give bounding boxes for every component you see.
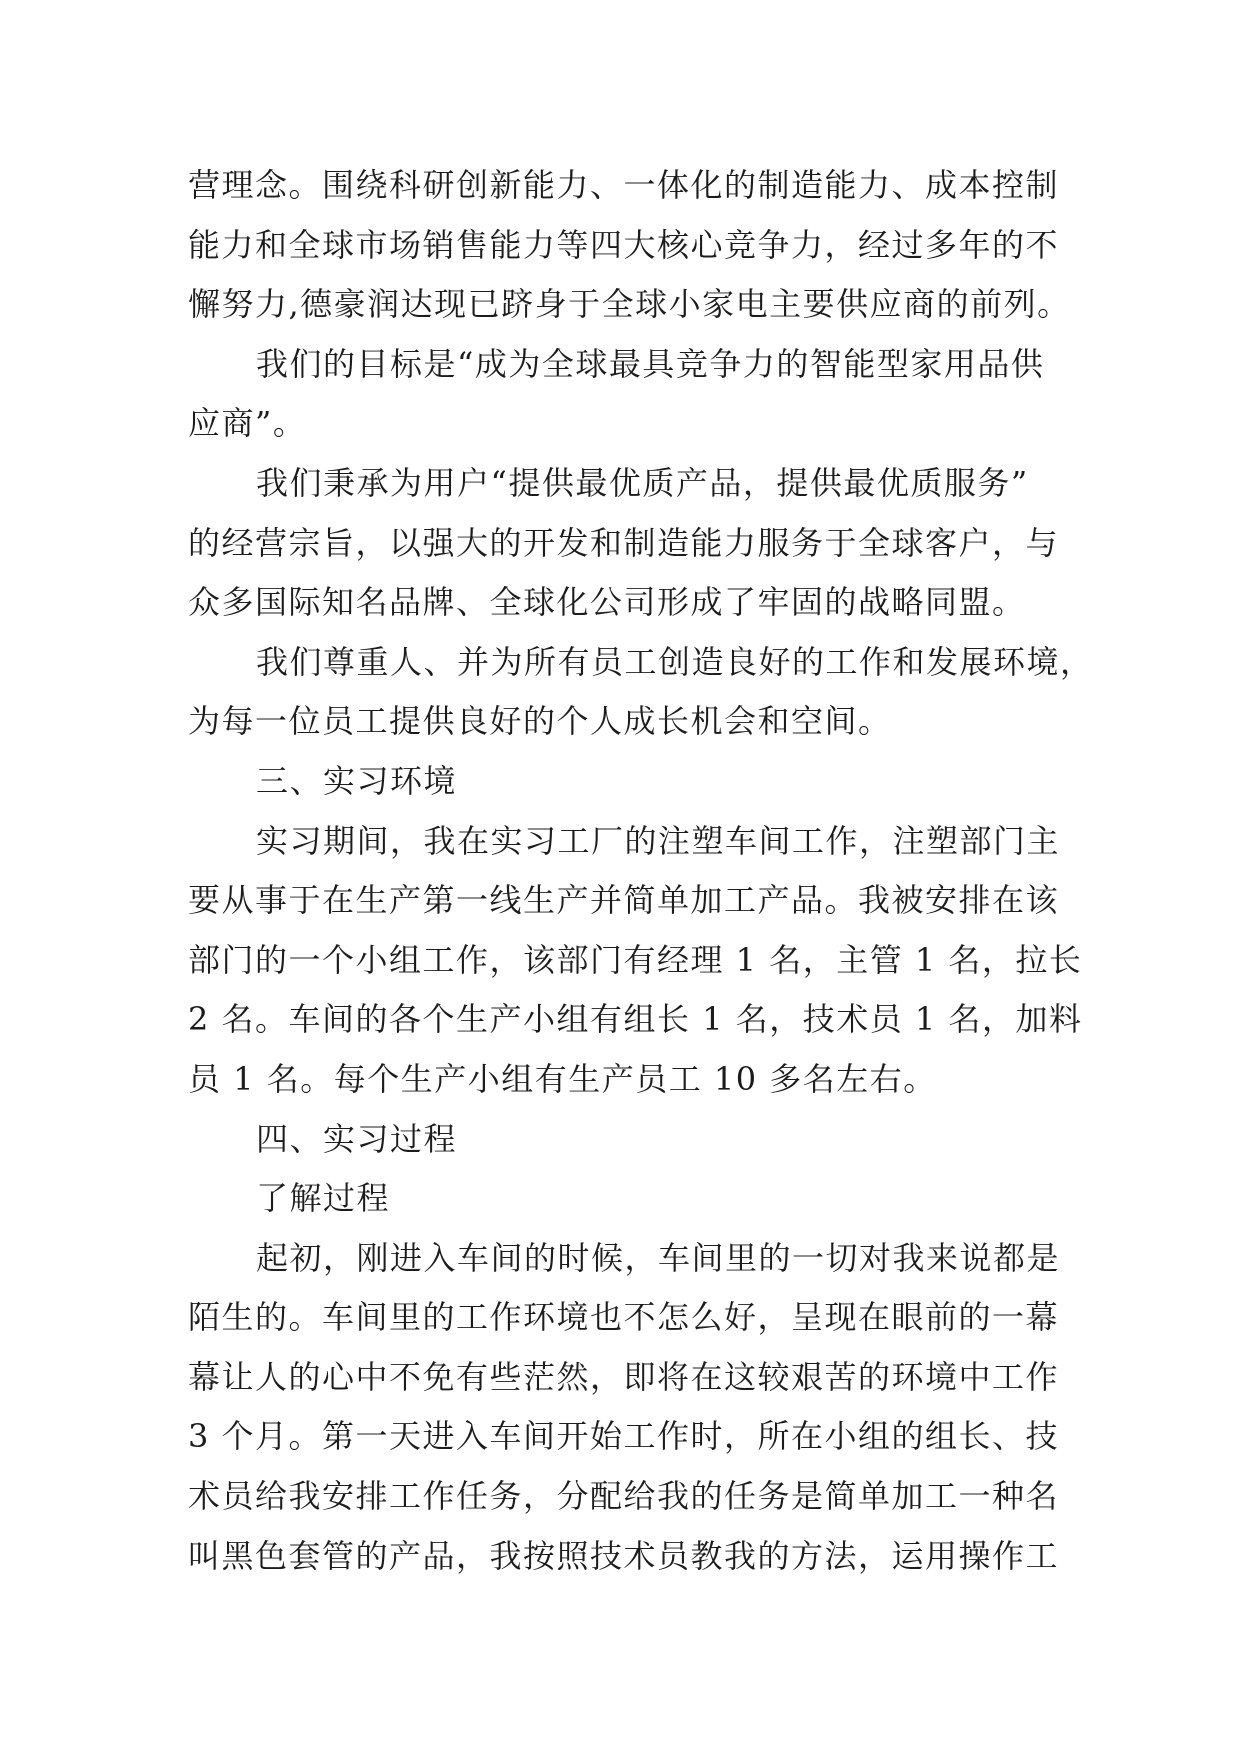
text-line: 四、实习过程 [256, 1119, 458, 1158]
text-line: 起初，刚进入车间的时候，车间里的一切对我来说都是 [256, 1238, 1061, 1277]
text-line: 应商”。 [188, 404, 307, 443]
text-line: 要从事于在生产第一线生产并简单加工产品。我被安排在该 [188, 881, 1060, 920]
text-line: 叫黑色套管的产品，我按照技术员教我的方法，运用操作工 [188, 1536, 1060, 1575]
text-line: 能力和全球市场销售能力等四大核心竞争力，经过多年的不 [188, 225, 1060, 264]
text-line: 术员给我安排工作任务，分配给我的任务是简单加工一种名 [188, 1477, 1060, 1516]
document-body [188, 156, 1094, 1586]
text-line: 三、实习环境 [256, 761, 458, 800]
text-line: 部门的一个小组工作，该部门有经理 1 名，主管 1 名，拉长 [188, 940, 1083, 979]
text-line: 我们秉承为用户“提供最优质产品，提供最优质服务” [256, 463, 1029, 502]
text-line: 陌生的。车间里的工作环境也不怎么好，呈现在眼前的一幕 [188, 1298, 1060, 1337]
text-line: 的经营宗旨，以强大的开发和制造能力服务于全球客户，与 [188, 523, 1060, 562]
text-line: 我们的目标是“成为全球最具竞争力的智能型家用品供 [256, 344, 1045, 383]
text-line: 实习期间，我在实习工厂的注塑车间工作，注塑部门主 [256, 821, 1061, 860]
text-line: 幕让人的心中不免有些茫然，即将在这较艰苦的环境中工作 [188, 1357, 1060, 1396]
text-line: 我们尊重人、并为所有员工创造良好的工作和发展环境， [256, 642, 1094, 681]
text-line: 了解过程 [256, 1179, 391, 1218]
text-line: 懈努力,德豪润达现已跻身于全球小家电主要供应商的前列。 [188, 285, 1071, 324]
text-line: 员 1 名。每个生产小组有生产员工 10 多名左右。 [188, 1059, 937, 1098]
text-line: 营理念。围绕科研创新能力、一体化的制造能力、成本控制 [188, 166, 1060, 204]
text-line: 众多国际知名品牌、全球化公司形成了牢固的战略同盟。 [188, 583, 1026, 622]
text-line: 为每一位员工提供良好的个人成长机会和空间。 [188, 702, 892, 741]
text-line: 3 个月。第一天进入车间开始工作时，所在小组的组长、技 [188, 1417, 1060, 1456]
text-line: 2 名。车间的各个生产小组有组长 1 名，技术员 1 名，加料 [188, 1000, 1083, 1039]
